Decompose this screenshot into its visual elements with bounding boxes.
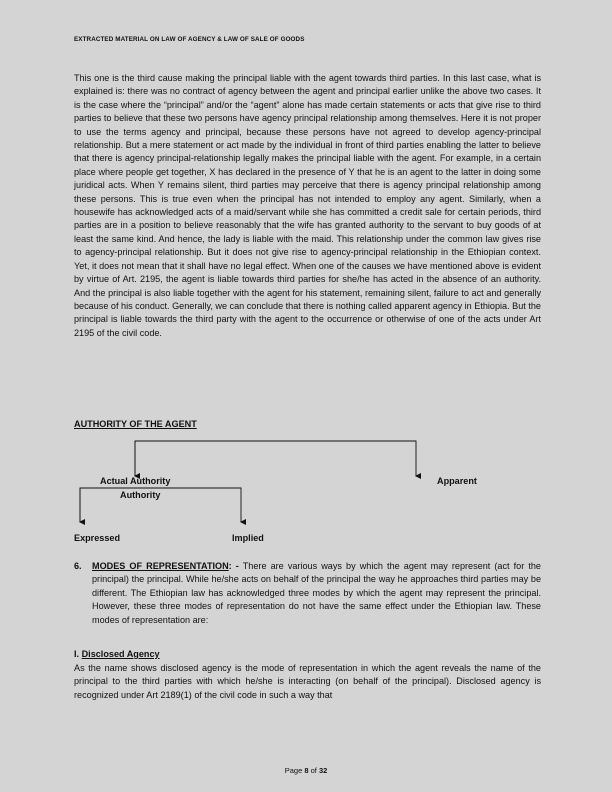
paragraph-disclosed-agency: As the name shows disclosed agency is the mode of representation in which the agent reveals the name of the principal to the third parties with which he/she is interacting (on behalf of the principal). Disclosed agency is recognized under Art 2189(1) of the civil code in such a way that xyxy=(74,663,541,700)
footer-prefix: Page xyxy=(284,766,305,775)
section-title-dash: : - xyxy=(228,561,239,571)
connector-top xyxy=(135,441,416,476)
page-footer xyxy=(0,766,612,775)
actual-authority-label-line2: Authority xyxy=(120,490,161,500)
footer-of: of xyxy=(308,766,319,775)
connector-bottom xyxy=(80,488,241,522)
paragraph-apparent-agency: This one is the third cause making the principal liable with the agent towards third parties. In this last case, what is explained is: there was no contract of agency between the agent and principal earlier unlike the above two cases. It is the case where the “principal” and/or the “agent” alone has made certain statements or acts that give rise to third parties to believe that these two persons have agency principal relationship among themselves. Here it is not proper to use the terms agency and principal, because these persons have not agreed to develop agency-principal relationship. But a mere statement or act made by the individual in front of third parties enabling the latter to believe that there is agency principal-relationship legally makes the principal liable with the agent. For example, in a certain place where people get together, X has declared in the presence of Y that he is an agent to the latter in doing some juridical acts. When Y remains silent, third parties may perceive that there is agency principal relationship among these persons. This is true even when the principal has not intended to employ any agent. Similarly, when a housewife has acknowledged acts of a maid/servant while she has committed a credit sale for certain periods, third parties are in a position to believe reasonably that the wife has granted authority to the servant to buy goods of at least the same kind. And hence, the lady is liable with the maid. This relationship under the common law gives rise to agency-principal relationship. But it does not give rise to agency-principal relationship in the Ethiopian context. Yet, it does not mean that it shall have no legal effect. When one of the causes we have mentioned above is evident by virtue of Art. 2195, the agent is liable towards third parties for she/he has acted in the absence of an authority. And the principal is also liable together with the agent for his statement, remaining silent, failure to act and generally because of his conduct. Generally, we can conclude that there is nothing called apparent agency in Ethiopia. But the principal is liable towards the third party with the agent to the occurrence or otherwise of one of the acts under Art 2195 of the civil code. xyxy=(74,73,541,338)
footer-current-page: 8 xyxy=(304,766,309,775)
section-text: There are various ways by which the agent may represent (act for the principal) the principal. While he/she acts on behalf of the principal the way he approaches third parties may be different. The Ethiopian law has acknowledged three modes by which the agent may represent the principal. However, these three modes of representation do not have the same effect under the Ethiopian law. These modes of representation are: xyxy=(92,561,541,625)
section-number: 6. xyxy=(74,561,82,571)
subheading-title: Disclosed Agency xyxy=(81,649,160,659)
implied-authority-label: Implied xyxy=(232,533,264,543)
apparent-authority-label: Apparent xyxy=(437,476,477,486)
actual-authority-label: Actual Authority xyxy=(100,476,171,486)
footer-total-pages: 32 xyxy=(318,766,328,775)
expressed-authority-label: Expressed xyxy=(74,533,121,543)
section-modes-of-representation xyxy=(74,560,541,627)
authority-heading: AUTHORITY OF THE AGENT xyxy=(74,419,197,429)
section-title: MODES OF REPRESENTATION xyxy=(92,561,229,571)
subheading-disclosed-agency xyxy=(74,649,160,659)
page-header: EXTRACTED MATERIAL ON LAW OF AGENCY & LAW OF SALE OF GOODS xyxy=(74,36,305,43)
subheading-prefix: I. xyxy=(74,649,82,659)
section-paragraph xyxy=(92,560,541,627)
